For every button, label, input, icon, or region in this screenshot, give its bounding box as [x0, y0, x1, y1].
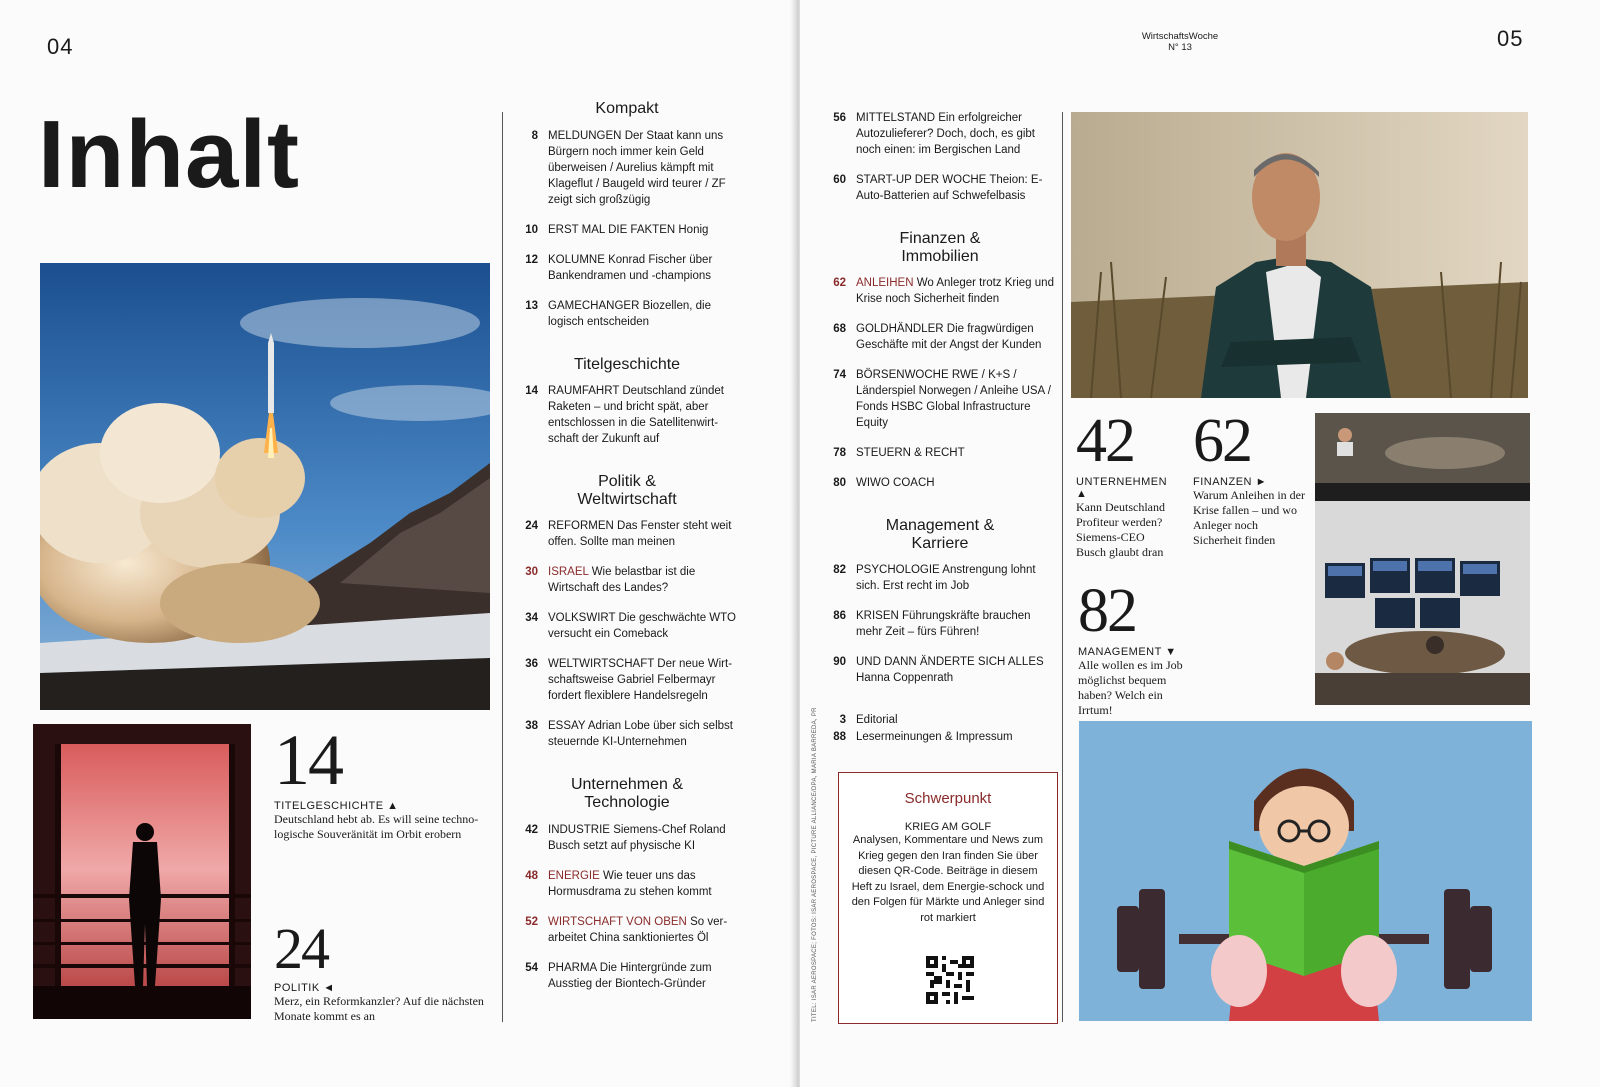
toc-entry[interactable] [824, 110, 1056, 158]
schwerpunkt-title: Schwerpunkt [904, 790, 992, 807]
toc-entry[interactable] [516, 564, 738, 596]
toc-page-number: 14 [525, 385, 538, 398]
teaser-number: 42 [1076, 407, 1134, 475]
toc-entry[interactable] [824, 367, 1056, 431]
toc-keyword: WIWO COACH [856, 477, 935, 490]
toc-page-number: 12 [525, 253, 538, 266]
toc-text [856, 475, 1056, 491]
misc-list [824, 712, 1056, 745]
toc-page-number: 36 [525, 658, 538, 671]
toc-keyword: UND DANN ÄNDERTE SICH ALLES [856, 656, 1044, 669]
teaser-number: 82 [1078, 577, 1136, 645]
toc-section-title: Politik & Weltwirtschaft [577, 473, 677, 508]
toc-description: Konrad Fischer über Bankendramen und -champions [548, 253, 713, 282]
toc-page-number: 88 [833, 731, 846, 744]
toc-entry[interactable] [824, 475, 1056, 491]
page-headline: Inhalt [38, 101, 300, 208]
toc-column-right [824, 110, 1056, 746]
toc-page-number: 24 [525, 520, 538, 533]
toc-keyword: MELDUNGEN [548, 129, 622, 142]
teaser-text: Merz, ein Reformkanzler? Auf die nächsten Monate kommt es an [274, 994, 484, 1023]
toc-entry[interactable] [824, 608, 1056, 640]
silhouette-photo [33, 724, 251, 1019]
toc-page-number: 8 [531, 129, 538, 142]
toc-entry[interactable] [516, 383, 738, 447]
teaser-number: 24 [274, 916, 328, 981]
toc-text [856, 654, 1056, 686]
rocket-launch-photo [40, 263, 490, 710]
toc-entry[interactable] [516, 222, 738, 238]
toc-keyword: WIRTSCHAFT VON OBEN [548, 915, 687, 928]
toc-text [856, 172, 1056, 204]
toc-page-number: 56 [833, 112, 846, 124]
toc-page-number: 86 [833, 610, 846, 623]
toc-description: Deutschland zündet Raketen – und bricht spät, aber entschlossen in die Satellitenwirt-schaft der Zukunft auf [548, 385, 724, 446]
toc-text [548, 298, 738, 330]
toc-entry[interactable] [516, 298, 738, 330]
toc-keyword: ANLEIHEN [856, 277, 914, 290]
toc-text [548, 960, 738, 992]
toc-description: Wie belastbar ist die Wirtschaft des Landes? [548, 566, 696, 595]
teaser-titelgeschichte[interactable] [274, 720, 490, 842]
toc-entry[interactable] [516, 518, 738, 550]
toc-description: Honig [678, 223, 709, 236]
toc-column-left [516, 100, 738, 1006]
toc-text [548, 718, 738, 750]
toc-keyword: WELTWIRTSCHAFT [548, 658, 655, 671]
toc-page-number: 68 [833, 323, 846, 336]
teaser-text: Kann Deutschland Profiteur werden? Siemens-CEO Busch glaubt dran [1076, 500, 1165, 559]
toc-description: Wie teuer uns das Hormusdrama zu stehen kommt [548, 869, 712, 898]
schwerpunkt-text: Analysen, Kommentare und News zum Krieg gegen den Iran finden Sie über diesen QR-Code. Beiträge in diesem Heft zu Israel, dem Energie-schock und den Folgen für Märkte und Anleger sind rot markiert [851, 834, 1045, 924]
teaser-text: Warum Anleihen in der Krise fallen – und wo Anleger noch Sicherheit finden [1193, 488, 1306, 547]
toc-page-number: 74 [833, 369, 846, 382]
toc-text [548, 822, 738, 854]
toc-section-title: Finanzen & Immobilien [899, 230, 981, 265]
toc-keyword: ERST MAL DIE FAKTEN [548, 223, 676, 236]
toc-keyword: MITTELSTAND [856, 112, 936, 124]
teaser-number: 14 [274, 720, 342, 800]
teaser-unternehmen[interactable] [1076, 407, 1176, 560]
toc-description: Das Fenster steht weit offen. Sollte man meinen [548, 520, 732, 549]
toc-section-title: Kompakt [595, 100, 659, 117]
toc-text [548, 914, 738, 946]
column-divider [1062, 112, 1063, 1022]
toc-entry[interactable] [516, 822, 738, 854]
toc-text [548, 128, 738, 208]
toc-text [856, 275, 1056, 307]
toc-text [548, 564, 738, 596]
toc-page-number: 62 [833, 277, 846, 290]
teaser-label: MANAGEMENT ▼ [1078, 646, 1177, 658]
toc-keyword: ISRAEL [548, 566, 589, 579]
toc-text [856, 321, 1056, 353]
arrow-up-icon: ▲ [387, 800, 399, 812]
misc-entry[interactable] [824, 712, 1056, 728]
toc-page-number: 10 [525, 223, 538, 236]
toc-entry[interactable] [516, 128, 738, 208]
toc-description: Hanna Coppenrath [856, 672, 954, 685]
toc-section [516, 100, 738, 330]
toc-page-number: 34 [525, 612, 538, 625]
teaser-finanzen[interactable] [1193, 407, 1306, 548]
toc-keyword: RAUMFAHRT [548, 385, 620, 398]
toc-entry[interactable] [516, 610, 738, 642]
toc-text [548, 518, 738, 550]
left-page [0, 0, 794, 1087]
column-divider [502, 112, 503, 1022]
page-number-right: 05 [1497, 26, 1524, 51]
toc-description: So ver-arbeitet China sanktioniertes Öl [548, 915, 728, 944]
toc-entry[interactable] [516, 868, 738, 900]
toc-keyword: KOLUMNE [548, 253, 605, 266]
toc-keyword: STEUERN & RECHT [856, 447, 965, 460]
toc-entry[interactable] [824, 562, 1056, 594]
teaser-label: POLITIK ◄ [274, 982, 335, 994]
arrow-left-icon: ◄ [323, 982, 335, 994]
portrait-photo [1071, 112, 1528, 398]
toc-description: Ein erfolgreicher Autozulieferer? Doch, doch, es gibt noch einen: im Bergischen Land [856, 112, 1035, 156]
toc-description: Lesermeinungen & Impressum [856, 731, 1013, 744]
toc-description: Führungskräfte brauchen mehr Zeit – fürs Führen! [856, 610, 1031, 639]
toc-section [516, 776, 738, 991]
toc-description: Die Hintergründe zum Ausstieg der Biontech-Gründer [548, 961, 712, 990]
teaser-text: Deutschland hebt ab. Es will seine techno-logische Souveränität im Orbit erobern [274, 812, 479, 841]
toc-description: Der Staat kann uns Bürgern noch immer kein Geld überweisen / Aurelius kämpft mit Klageflut / Baugeld wird teurer / ZF zeigt sich großzügig [548, 129, 726, 206]
toc-keyword: REFORMEN [548, 520, 614, 533]
toc-page-number: 30 [525, 566, 538, 579]
schwerpunkt-kicker: KRIEG AM GOLF [904, 821, 992, 833]
photo-credits: TITEL: ISAR AEROSPACE; FOTOS: ISAR AEROSPACE, PICTURE ALLIANCE/DPA, MARIA BARREDA, PR [812, 707, 818, 1022]
teaser-politik[interactable] [274, 916, 490, 1024]
toc-description: RWE / K+S / Länderspiel Norwegen / Anleihe USA / Fonds HSBC Global Infrastructure Equity [856, 369, 1051, 430]
toc-description: Siemens-Chef Roland Busch setzt auf physische KI [548, 823, 726, 852]
arrow-down-icon: ▼ [1165, 646, 1177, 658]
toc-entry[interactable] [824, 654, 1056, 686]
toc-page-number: 78 [833, 447, 846, 460]
toc-entry[interactable] [516, 252, 738, 284]
toc-page-number: 48 [525, 869, 538, 882]
toc-section-title: Titelgeschichte [573, 355, 681, 373]
toc-description: Editorial [856, 714, 898, 727]
toc-keyword: ENERGIE [548, 869, 600, 882]
toc-keyword: START-UP DER WOCHE [856, 174, 987, 186]
toc-page-number: 38 [525, 720, 538, 733]
toc-keyword: KRISEN [856, 610, 899, 623]
qr-code[interactable] [926, 956, 974, 1004]
toc-section [824, 517, 1056, 686]
toc-entry[interactable] [824, 172, 1056, 204]
masthead [1130, 31, 1230, 53]
toc-text [856, 110, 1056, 158]
reading-illustration [1079, 721, 1532, 1021]
toc-entry[interactable] [516, 718, 738, 750]
toc-text [856, 445, 1056, 461]
toc-keyword: GAMECHANGER [548, 299, 640, 312]
toc-description: Anstrengung lohnt sich. Erst recht im Job [856, 564, 1036, 593]
toc-page-number: 82 [833, 564, 846, 577]
issue-number: N° 13 [1168, 42, 1192, 53]
right-page [800, 0, 1600, 1087]
toc-page-number: 54 [525, 961, 538, 974]
toc-page-number: 52 [525, 915, 538, 928]
teaser-label: TITELGESCHICHTE ▲ [274, 800, 399, 812]
toc-text [856, 608, 1056, 640]
toc-keyword: VOLKSWIRT [548, 612, 616, 625]
toc-page-number: 13 [525, 299, 538, 312]
toc-text [856, 562, 1056, 594]
toc-text [548, 656, 738, 704]
toc-page-number: 90 [833, 656, 846, 669]
arrow-right-icon: ► [1255, 476, 1267, 488]
toc-section [824, 230, 1056, 491]
toc-description: Die fragwürdigen Geschäfte mit der Angst der Kunden [856, 323, 1042, 352]
teaser-text: Alle wollen es im Job möglichst bequem haben? Welch ein Irrtum! [1078, 658, 1183, 717]
misc-entry[interactable] [824, 729, 1056, 745]
trading-room-photo [1315, 413, 1530, 705]
toc-text [856, 367, 1056, 431]
toc-text [548, 252, 738, 284]
toc-description: Adrian Lobe über sich selbst steuernde KI-Unternehmen [548, 720, 733, 749]
toc-page-number: 3 [839, 714, 846, 727]
toc-text [548, 610, 738, 642]
toc-page-number: 42 [525, 823, 538, 836]
toc-entry[interactable] [824, 445, 1056, 461]
toc-entry[interactable] [516, 960, 738, 992]
arrow-up-icon: ▲ [1076, 488, 1088, 500]
toc-page-number: 60 [833, 174, 846, 186]
toc-keyword: PSYCHOLOGIE [856, 564, 940, 577]
toc-entry[interactable] [516, 914, 738, 946]
teaser-label: UNTERNEHMEN ▲ [1076, 476, 1168, 500]
toc-section-title: Management & Karriere [885, 517, 995, 552]
toc-description: Wo Anleger trotz Krieg und Krise noch Sicherheit finden [856, 277, 1054, 306]
toc-entry[interactable] [824, 321, 1056, 353]
toc-keyword: PHARMA [548, 961, 597, 974]
toc-text [548, 222, 738, 238]
teaser-management[interactable] [1078, 577, 1183, 718]
toc-entry[interactable] [824, 275, 1056, 307]
toc-section-title: Unternehmen & Technologie [570, 776, 684, 811]
teaser-label: FINANZEN ► [1193, 476, 1267, 488]
toc-text [548, 383, 738, 447]
schwerpunkt-box[interactable] [838, 772, 1058, 1024]
toc-description: Der neue Wirt-schaftsweise Gabriel Felbermayr fordert flexiblere Handelsregeln [548, 658, 733, 703]
page-number-left: 04 [47, 34, 74, 59]
toc-keyword: BÖRSENWOCHE [856, 369, 949, 382]
toc-section [516, 356, 738, 448]
toc-keyword: ESSAY [548, 720, 586, 733]
toc-description: Die geschwächte WTO versucht ein Comeback [548, 612, 736, 641]
toc-section [516, 473, 738, 750]
toc-description: Biozellen, die logisch entscheiden [548, 299, 711, 328]
teaser-number: 62 [1193, 407, 1251, 475]
toc-keyword: GOLDHÄNDLER [856, 323, 944, 336]
toc-keyword: INDUSTRIE [548, 823, 610, 836]
toc-page-number: 80 [833, 477, 846, 490]
toc-text [548, 868, 738, 900]
masthead-title: WirtschaftsWoche [1141, 31, 1219, 42]
toc-description: Theion: E-Auto-Batterien auf Schwefelbasis [856, 174, 1043, 202]
toc-entry[interactable] [516, 656, 738, 704]
